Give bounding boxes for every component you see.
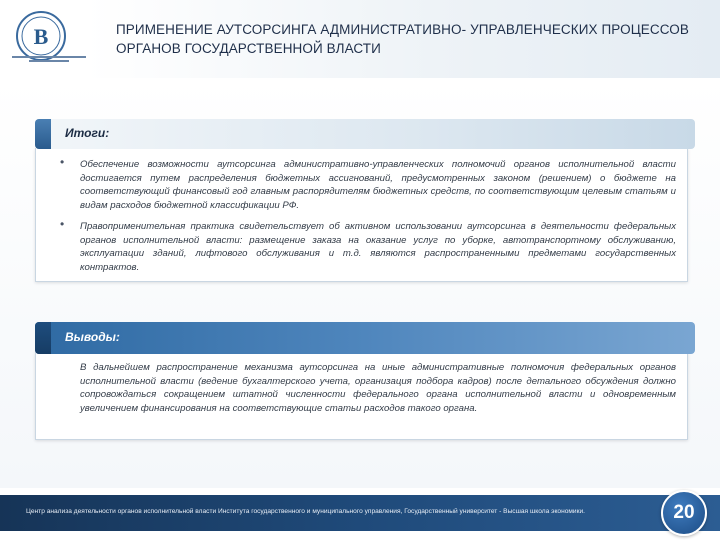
results-header-accent	[35, 119, 51, 149]
page-number: 20	[661, 490, 707, 536]
bullet-icon: •	[60, 217, 65, 231]
results-item-2-text: Правоприменительная практика свидетельствует об активном использовании аутсорсинга в деятельности федеральных органов исполнительной власти: размещение заказа на оказание услуг по уборке, автотранспортному обслуживанию, эксплуатации зданий, лифтового обслуживания и т.д. являются распространенными предметами государственных контрактов.	[80, 221, 676, 273]
header	[0, 0, 720, 78]
logo-caption	[12, 56, 86, 64]
footer-text: Центр анализа деятельности органов исполнительной власти Института государственного и муниципального управления, Государственный университет - Высшая школа экономики.	[26, 508, 585, 515]
conclusions-header-accent	[35, 322, 51, 354]
footer	[0, 495, 720, 531]
page-title: ПРИМЕНЕНИЕ АУТСОРСИНГА АДМИНИСТРАТИВНО- УПРАВЛЕНЧЕСКИХ ПРОЦЕССОВ ОРГАНОВ ГОСУДАРСТВЕННОЙ ВЛАСТИ	[116, 22, 690, 56]
conclusions-panel	[35, 352, 688, 440]
conclusions-text: В дальнейшем распространение механизма аутсорсинга на иные административные полномочия федеральных органов исполнительной власти (ведение бухгалтерского учета, организация подбора кадров) после детального обсуждения должно сопровождаться сокращением штатной численности федерального органа исполнительной власти и одновременным увеличением финансирования на соответствующие статьи расходов такого органа.	[80, 362, 676, 414]
results-header	[35, 119, 695, 149]
results-item-1-text: Обеспечение возможности аутсорсинга административно-управленческих полномочий органов исполнительной власти достигается путем распределения бюджетных ассигнований, предусмотренных законом (решением) о бюджете на соответствующий финансовый год главным распорядителям бюджетных средств, по соответствующим целевым статьям и видам расходов бюджетной классификации РФ.	[80, 159, 676, 211]
results-item-1	[60, 155, 676, 212]
bullet-icon: •	[60, 155, 65, 169]
results-label: Итоги:	[65, 126, 110, 140]
conclusions-header	[35, 322, 695, 354]
conclusions-label: Выводы:	[65, 330, 120, 344]
results-panel	[35, 148, 688, 282]
svg-text:В: В	[33, 24, 49, 49]
results-item-2	[60, 217, 676, 274]
